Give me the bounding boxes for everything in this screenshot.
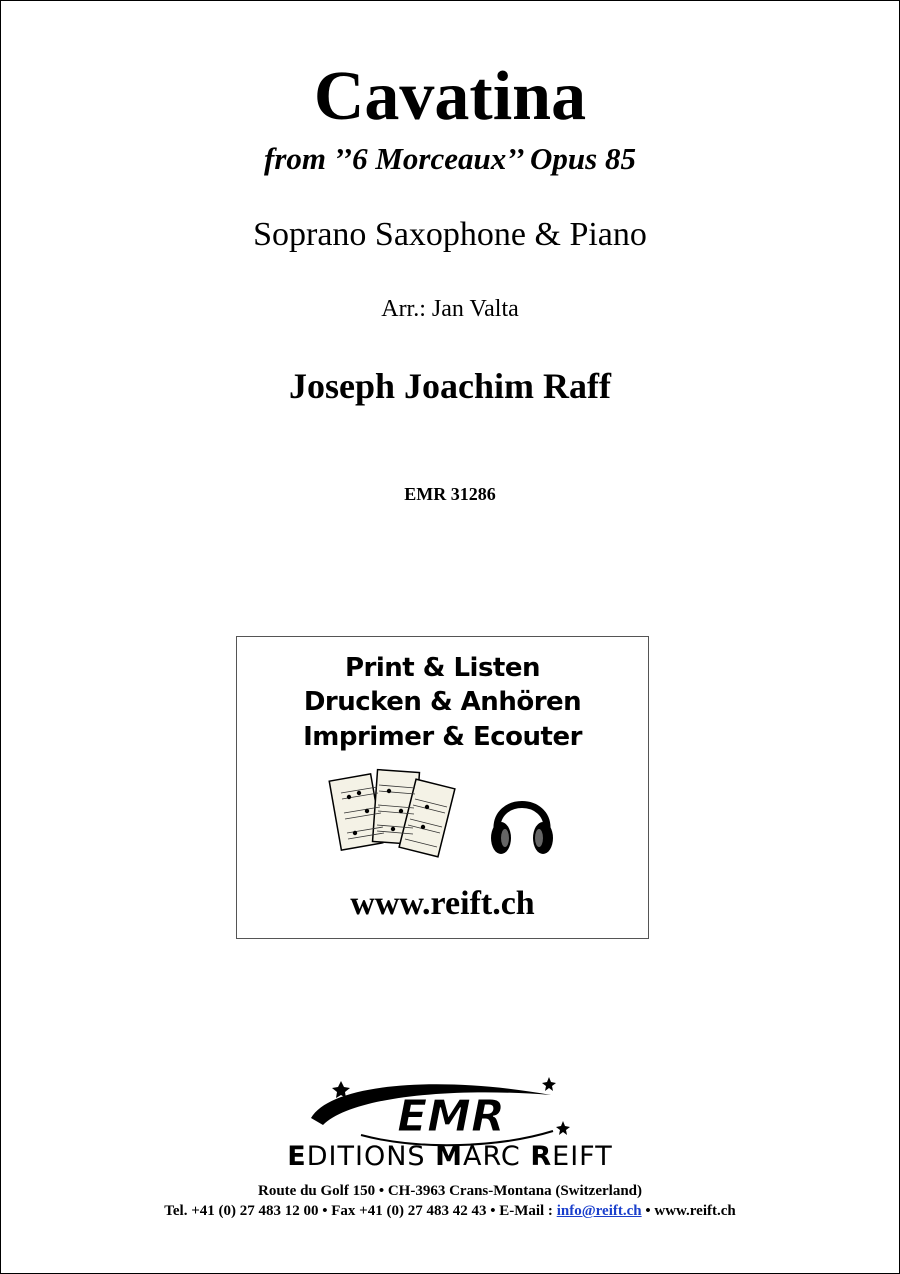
publisher-address: Route du Golf 150 • CH-3963 Crans-Montana (Switzerland) [258,1183,642,1199]
arranger: Arr.: Jan Valta [381,296,519,322]
logo-text: EMR [397,1091,505,1142]
headphones-icon [487,782,557,862]
catalog-number: EMR 31286 [404,484,496,504]
sheet-music-icon [327,767,457,859]
promo-line-fr: Imprimer & Ecouter [303,722,582,752]
email-link[interactable]: info@reift.ch [556,1203,642,1219]
promo-line-en: Print & Listen [344,653,541,683]
publisher-name: EDITIONS MARC REIFT [287,1141,613,1172]
promo-line-de: Drucken & Anhören [303,687,582,717]
subtitle: from ’’6 Morceaux’’ Opus 85 [264,141,636,176]
instrumentation: Soprano Saxophone & Piano [253,216,647,253]
print-listen-box [236,636,649,939]
promo-website[interactable]: www.reift.ch [350,885,535,922]
page-title: Cavatina [313,58,587,135]
publisher-contact: Tel. +41 (0) 27 483 12 00 • Fax +41 (0) 27 483 42 43 • E-Mail : info@reift.ch • www.reift.ch [164,1203,736,1219]
composer: Joseph Joachim Raff [289,366,611,406]
